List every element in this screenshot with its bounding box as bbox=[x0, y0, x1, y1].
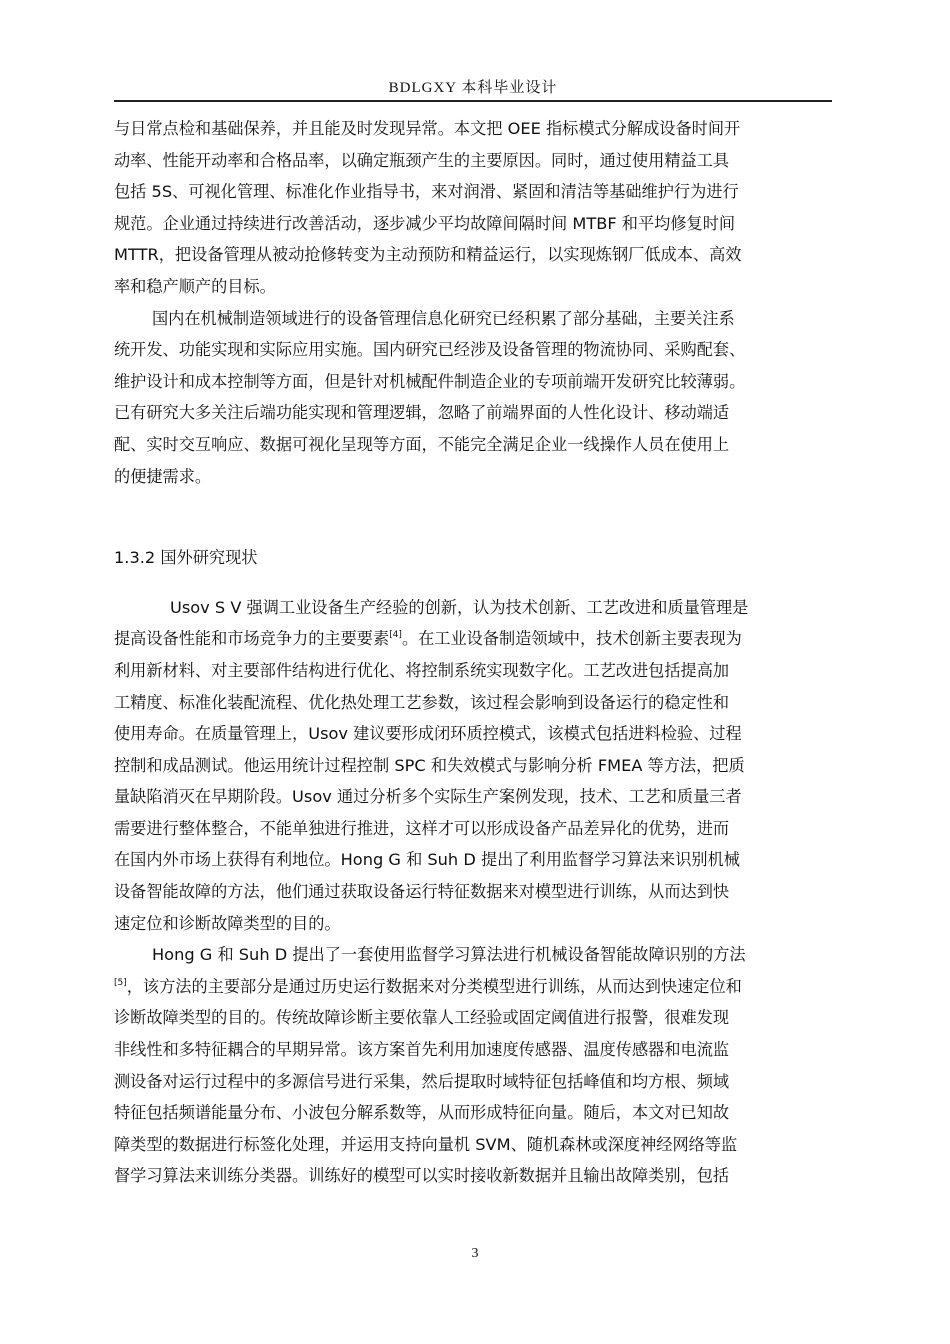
text-line: 国内在机械制造领域进行的设备管理信息化研究已经积累了部分基础，主要关注系 bbox=[152, 308, 735, 328]
text-line: 已有研究大多关注后端功能实现和管理逻辑，忽略了前端界面的人性化设计、移动端适 bbox=[114, 403, 730, 423]
paragraph-3 bbox=[114, 592, 860, 940]
text-line: 测设备对运行过程中的多源信号进行采集，然后提取时域特征包括峰值和均方根、频域 bbox=[114, 1071, 730, 1091]
citation-ref: [5] bbox=[114, 977, 127, 988]
text-line: 督学习算法来训练分类器。训练好的模型可以实时接收新数据并且输出故障类别，包括 bbox=[114, 1166, 730, 1186]
text-line: 维护设计和成本控制等方面，但是针对机械配件制造企业的专项前端开发研究比较薄弱。 bbox=[114, 371, 746, 391]
text-line: 率和稳产顺产的目标。 bbox=[114, 276, 276, 296]
text-span: ，该方法的主要部分是通过历史运行数据来对分类模型进行训练，从而达到快速定位和 bbox=[126, 976, 742, 996]
text-line: 速定位和诊断故障类型的目的。 bbox=[114, 913, 341, 933]
spacer bbox=[114, 492, 860, 522]
body-text bbox=[114, 113, 860, 1192]
text-line: 特征包括频谱能量分布、小波包分解系数等，从而形成特征向量。随后，本文对已知故 bbox=[114, 1103, 730, 1123]
text-line: 工精度、标准化装配流程、优化热处理工艺参数，该过程会影响到设备运行的稳定性和 bbox=[114, 692, 730, 712]
text-span: 。在工业设备制造领域中，技术创新主要表现为 bbox=[401, 629, 742, 649]
text-line bbox=[114, 623, 860, 655]
page-number: 3 bbox=[471, 1246, 479, 1261]
paragraph-4 bbox=[114, 939, 860, 1192]
header-rule bbox=[114, 100, 832, 102]
text-line: MTTR，把设备管理从被动抢修转变为主动预防和精益运行，以实现炼钢厂低成本、高效 bbox=[114, 245, 742, 265]
page-header: BDLGXY 本科毕业设计 bbox=[388, 80, 558, 96]
text-line: 配、实时交互响应、数据可视化呈现等方面，不能完全满足企业一线操作人员在使用上 bbox=[114, 434, 730, 454]
text-line: 设备智能故障的方法，他们通过获取设备运行特征数据来对模型进行训练，从而达到快 bbox=[114, 882, 730, 902]
citation-ref: [4] bbox=[389, 630, 402, 641]
text-line: 使用寿命。在质量管理上，Usov 建议要形成闭环质控模式，该模式包括进料检验、过程 bbox=[114, 724, 742, 744]
text-line: 量缺陷消灭在早期阶段。Usov 通过分析多个实际生产案例发现，技术、工艺和质量三者 bbox=[114, 787, 742, 807]
text-line: 需要进行整体整合，不能单独进行推进，这样才可以形成设备产品差异化的优势，进而 bbox=[114, 818, 730, 838]
text-line: 在国内外市场上获得有利地位。Hong G 和 Suh D 提出了利用监督学习算法来识别机械 bbox=[114, 850, 740, 870]
text-line: 动率、性能开动率和合格品率，以确定瓶颈产生的主要原因。同时，通过使用精益工具 bbox=[114, 150, 730, 170]
section-heading: 1.3.2 国外研究现状 bbox=[114, 548, 258, 568]
paragraph-1 bbox=[114, 113, 860, 303]
text-line: 与日常点检和基础保养，并且能及时发现异常。本文把 OEE 指标模式分解成设备时间开 bbox=[114, 119, 741, 138]
text-line: Usov S V 强调工业设备生产经验的创新，认为技术创新、工艺改进和质量管理是 bbox=[170, 597, 749, 617]
paragraph-2 bbox=[114, 303, 860, 493]
text-line: 规范。企业通过持续进行改善活动，逐步减少平均故障间隔时间 MTBF 和平均修复时间 bbox=[114, 213, 736, 233]
text-line: Hong G 和 Suh D 提出了一套使用监督学习算法进行机械设备智能故障识别的方法 bbox=[152, 945, 746, 965]
text-line: 诊断故障类型的目的。传统故障诊断主要依靠人工经验或固定阈值进行报警，很难发现 bbox=[114, 1008, 730, 1028]
text-line: 控制和成品测试。他运用统计过程控制 SPC 和失效模式与影响分析 FMEA 等方法，把质 bbox=[114, 755, 745, 775]
text-line: 统开发、功能实现和实际应用实施。国内研究已经涉及设备管理的物流协同、采购配套、 bbox=[114, 340, 746, 360]
text-line bbox=[114, 971, 860, 1003]
text-line: 的便捷需求。 bbox=[114, 466, 212, 486]
text-line: 包括 5S、可视化管理、标准化作业指导书，来对润滑、紧固和清洁等基础维护行为进行 bbox=[114, 182, 739, 202]
text-line: 利用新材料、对主要部件结构进行优化、将控制系统实现数字化。工艺改进包括提高加 bbox=[114, 660, 730, 680]
text-line: 非线性和多特征耦合的早期异常。该方案首先利用加速度传感器、温度传感器和电流监 bbox=[114, 1040, 730, 1060]
text-line: 障类型的数据进行标签化处理，并运用支持向量机 SVM、随机森林或深度神经网络等监 bbox=[114, 1134, 738, 1154]
text-span: 提高设备性能和市场竞争力的主要要素 bbox=[114, 629, 390, 649]
